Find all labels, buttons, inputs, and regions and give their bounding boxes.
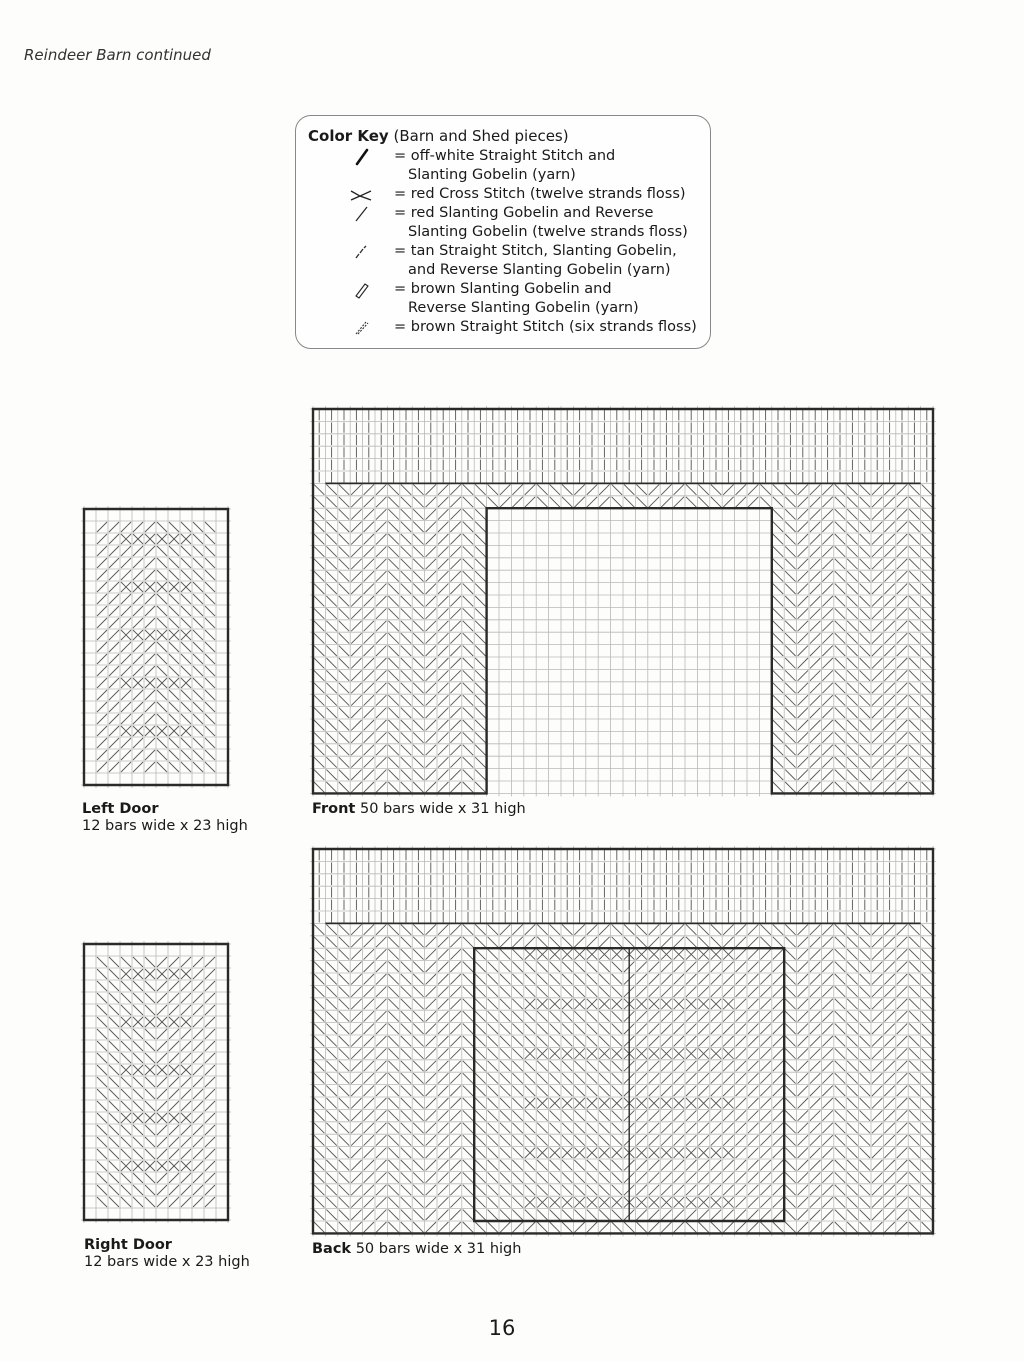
left-door-chart (80, 505, 232, 797)
offwhite-stitch-icon (348, 148, 374, 166)
front-size: 50 bars wide x 31 high (359, 801, 526, 817)
back-chart (309, 845, 939, 1237)
grid-lines (81, 506, 231, 788)
left-door-name: Left Door (82, 801, 159, 817)
back-caption (312, 1241, 521, 1258)
key-text: = tan Straight Stitch, Slanting Gobelin, (394, 243, 677, 259)
right-door-name: Right Door (84, 1237, 172, 1253)
right-door-size: 12 bars wide x 23 high (84, 1254, 250, 1270)
key-text: and Reverse Slanting Gobelin (yarn) (408, 262, 671, 278)
key-text: = red Slanting Gobelin and Reverse (394, 205, 654, 221)
front-chart (309, 405, 939, 797)
color-key (295, 115, 711, 349)
color-key-title (308, 126, 698, 146)
tan-stitch-icon (348, 243, 374, 261)
brown-slant-icon (348, 281, 374, 299)
color-key-heading: Color Key (308, 127, 389, 145)
front-name: Front (312, 801, 356, 817)
front-caption (312, 801, 526, 818)
right-door-caption (84, 1237, 250, 1271)
key-text: = red Cross Stitch (twelve strands floss) (394, 186, 686, 202)
left-door-caption (82, 801, 248, 835)
red-slant-icon (348, 205, 374, 223)
page-number: 16 (488, 1316, 516, 1340)
back-grid (309, 845, 939, 1237)
grid-lines (310, 406, 936, 796)
right-door-chart (80, 940, 232, 1232)
right-door-grid (80, 940, 232, 1232)
grid-lines (310, 846, 936, 1236)
color-key-subtitle: (Barn and Shed pieces) (393, 127, 569, 145)
key-text: = brown Slanting Gobelin and (394, 281, 612, 297)
key-text: Slanting Gobelin (yarn) (408, 167, 576, 183)
front-grid (309, 405, 939, 797)
back-size: 50 bars wide x 31 high (355, 1241, 522, 1257)
back-name: Back (312, 1241, 352, 1257)
running-head: Reindeer Barn continued (24, 46, 211, 64)
cross-stitch-icon (348, 186, 374, 204)
key-text: Slanting Gobelin (twelve strands floss) (408, 224, 688, 240)
brown-floss-icon (348, 319, 374, 337)
left-door-grid (80, 505, 232, 797)
key-text: = off-white Straight Stitch and (394, 148, 616, 164)
key-text: = brown Straight Stitch (six strands floss) (394, 319, 697, 335)
key-text: Reverse Slanting Gobelin (yarn) (408, 300, 639, 316)
grid-lines (81, 941, 231, 1223)
left-door-size: 12 bars wide x 23 high (82, 818, 248, 834)
